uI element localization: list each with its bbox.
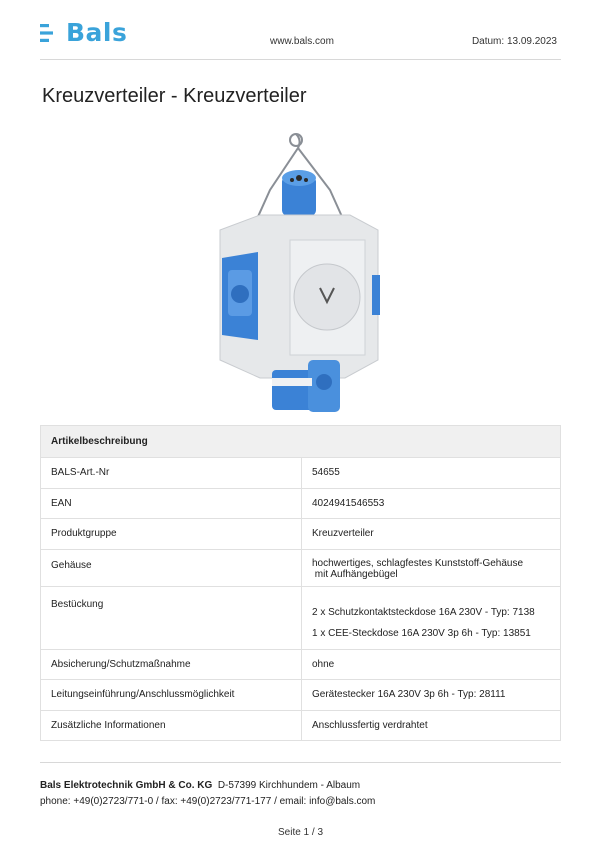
page-header [40, 18, 561, 60]
table-row [41, 519, 561, 550]
table-row [41, 488, 561, 519]
website-link[interactable]: www.bals.com [270, 36, 334, 47]
footer-contact: phone: +49(0)2723/771-0 / fax: +49(0)2723/771-177 / email: info@bals.com [40, 796, 376, 807]
table-row [41, 586, 561, 649]
spec-label: Bestückung [41, 586, 302, 649]
spec-value: 4024941546553 [302, 488, 561, 519]
footer-divider [40, 762, 561, 763]
spec-value-line: 2 x Schutzkontaktsteckdose 16A 230V - Typ: 7138 [312, 606, 535, 618]
spec-value: 54655 [302, 458, 561, 489]
spec-label: Leitungseinführung/Anschlussmöglichkeit [41, 680, 302, 711]
spec-table [40, 425, 561, 741]
company-address: D-57399 Kirchhundem - Albaum [217, 780, 361, 791]
spec-value-line: 1 x CEE-Steckdose 16A 230V 3p 6h - Typ: 13851 [312, 627, 531, 639]
table-row [41, 680, 561, 711]
spec-label: EAN [41, 488, 302, 519]
table-row [41, 649, 561, 680]
logo-mark-icon [40, 21, 62, 45]
bals-logo [40, 18, 127, 48]
spec-value: ohne [302, 649, 561, 680]
spec-value [302, 549, 561, 586]
company-name: Bals Elektrotechnik GmbH & Co. KG [40, 780, 213, 791]
spec-value: Anschlussfertig verdrahtet [302, 710, 561, 741]
spec-label: Zusätzliche Informationen [41, 710, 302, 741]
footer-company [40, 780, 360, 791]
spec-table-header: Artikelbeschreibung [41, 426, 561, 458]
product-image [200, 130, 400, 420]
spec-label: BALS-Art.-Nr [41, 458, 302, 489]
spec-label: Gehäuse [41, 549, 302, 586]
spec-value: Gerätestecker 16A 230V 3p 6h - Typ: 28111 [302, 680, 561, 711]
spec-value [302, 586, 561, 649]
spec-value-line: hochwertiges, schlagfestes Kunststoff-Gehäuse [312, 557, 524, 569]
spec-value-line: mit Aufhängebügel [312, 568, 398, 580]
page-title: Kreuzverteiler - Kreuzverteiler [42, 85, 307, 107]
table-row [41, 458, 561, 489]
spec-label: Absicherung/Schutzmaßnahme [41, 649, 302, 680]
table-row [41, 710, 561, 741]
spec-value: Kreuzverteiler [302, 519, 561, 550]
spec-label: Produktgruppe [41, 519, 302, 550]
logo-text: Bals [66, 18, 128, 47]
page-number: Seite 1 / 3 [277, 827, 324, 838]
document-date: Datum: 13.09.2023 [471, 36, 557, 47]
table-row [41, 549, 561, 586]
